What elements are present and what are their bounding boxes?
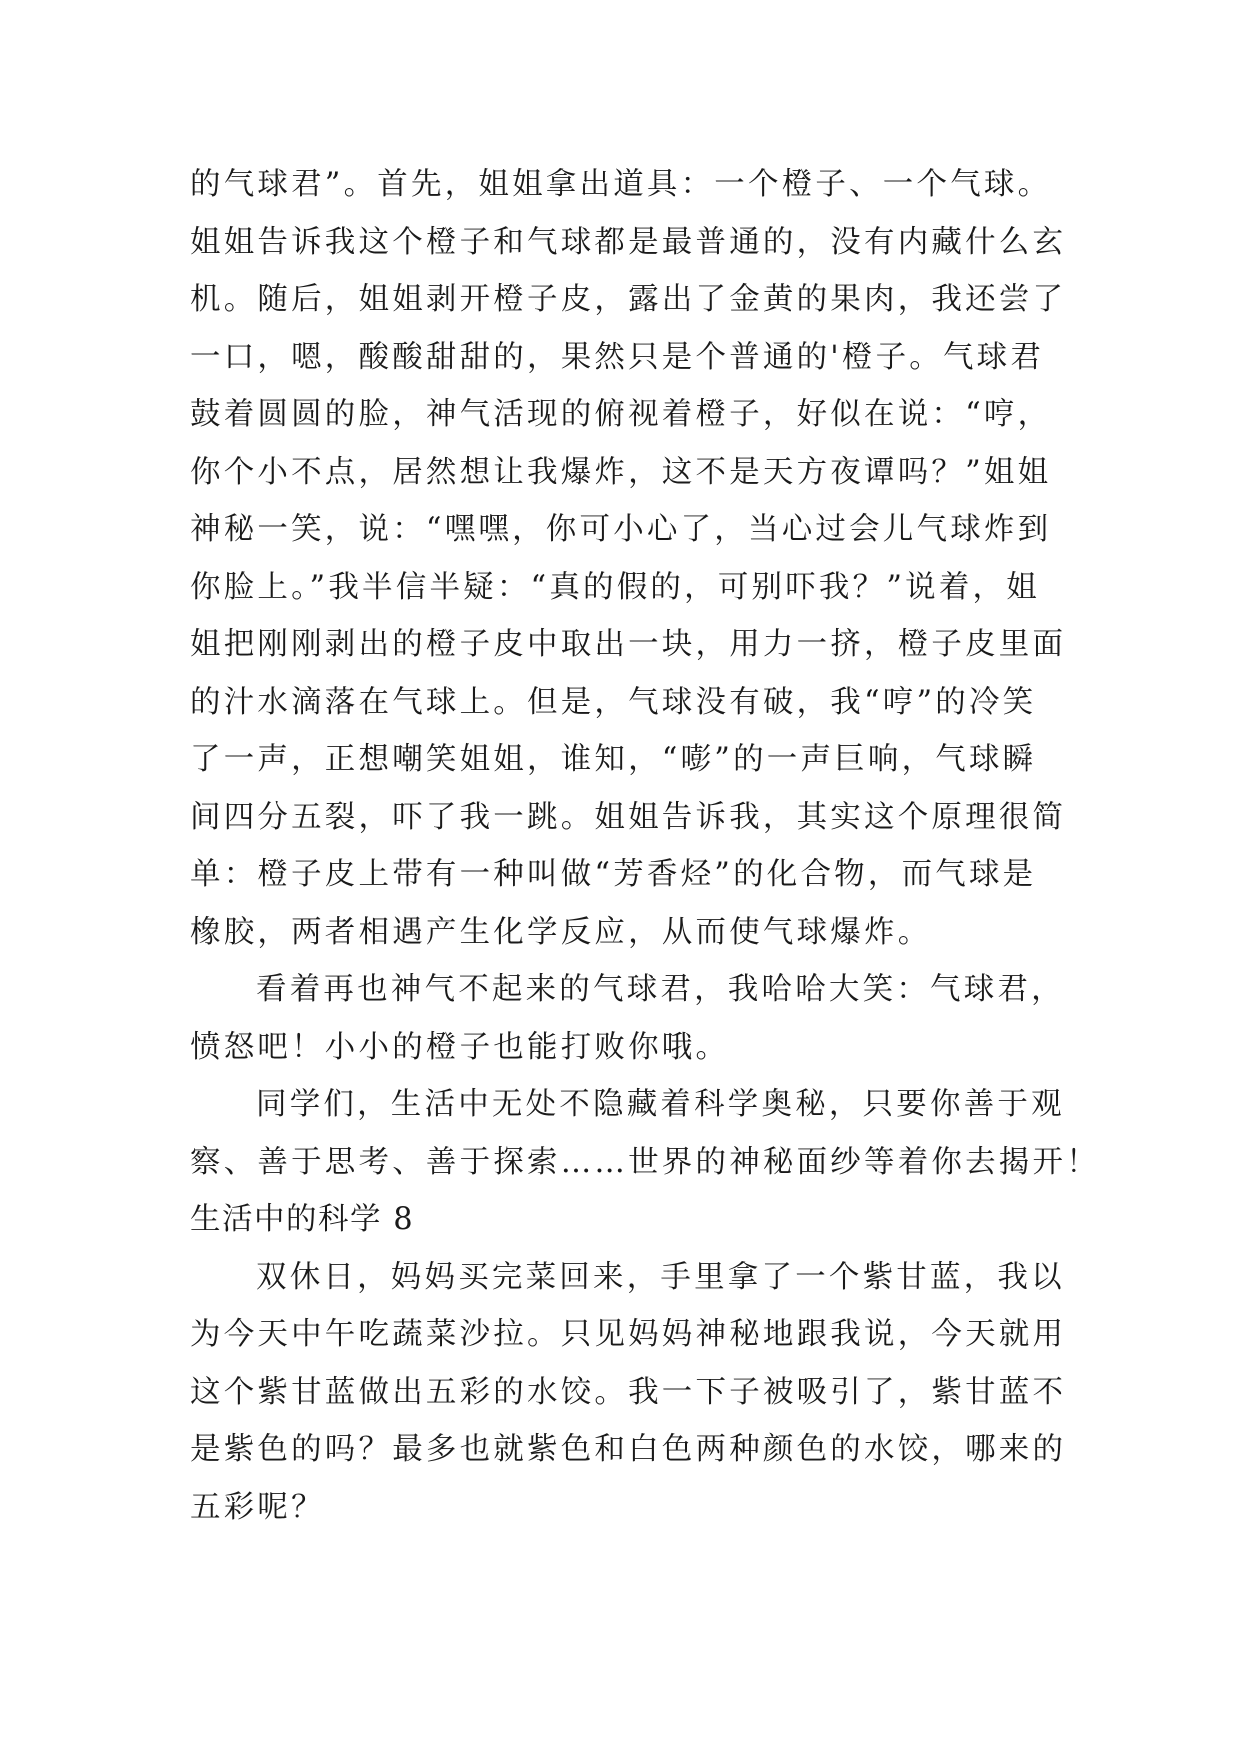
body-text: [190, 156, 1100, 1536]
section-heading: 生活中的科学 8: [190, 1202, 415, 1237]
paragraph-start-line: 同学们，生活中无处不隐藏着科学奥秘，只要你善于观: [256, 1087, 1065, 1122]
text-line: 一口，嗯，酸酸甜甜的，果然只是个普通的'橙子。气球君: [190, 339, 1045, 375]
text-line: 鼓着圆圆的脸，神气活现的俯视着橙子，好似在说：“哼，: [190, 397, 1052, 432]
text-line: 姐姐告诉我这个橙子和气球都是最普通的，没有内藏什么玄: [190, 224, 1067, 260]
text-line: 愤怒吧！小小的橙子也能打败你哦。: [190, 1029, 730, 1065]
text-line: 这个紫甘蓝做出五彩的水饺。我一下子被吸引了，紫甘蓝不: [190, 1374, 1067, 1410]
text-line: 你脸上。”我半信半疑：“真的假的，可别吓我？”说着，姐: [190, 569, 1040, 605]
text-line: 间四分五裂，吓了我一跳。姐姐告诉我，其实这个原理很简: [190, 799, 1067, 835]
text-line: 你个小不点，居然想让我爆炸，这不是天方夜谭吗？”姐姐: [190, 454, 1052, 490]
text-line: 了一声，正想嘲笑姐姐，谁知，“嘭”的一声巨响，气球瞬: [190, 742, 1037, 777]
paragraph-start-line: 看着再也神气不起来的气球君，我哈哈大笑：气球君，: [256, 972, 1065, 1007]
text-line: 为今天中午吃蔬菜沙拉。只见妈妈神秘地跟我说，今天就用: [190, 1317, 1067, 1352]
text-line: 察、善于思考、善于探索……世界的神秘面纱等着你去揭开！: [190, 1144, 1100, 1180]
text-line: 橡胶，两者相遇产生化学反应，从而使气球爆炸。: [190, 914, 932, 950]
text-line: 五彩呢？: [190, 1489, 325, 1525]
paragraph-start-line: 双休日，妈妈买完菜回来，手里拿了一个紫甘蓝，我以: [256, 1259, 1065, 1295]
text-line: 是紫色的吗？最多也就紫色和白色两种颜色的水饺，哪来的: [190, 1432, 1067, 1467]
text-line: 单：橙子皮上带有一种叫做“芳香烃”的化合物，而气球是: [190, 857, 1037, 892]
text-line: 机。随后，姐姐剥开橙子皮，露出了金黄的果肉，我还尝了: [190, 282, 1067, 317]
text-line: 的汁水滴落在气球上。但是，气球没有破，我“哼”的冷笑: [190, 684, 1037, 720]
text-line: 神秘一笑，说：“嘿嘿，你可小心了，当心过会儿气球炸到: [190, 512, 1052, 547]
text-line: 姐把刚刚剥出的橙子皮中取出一块，用力一挤，橙子皮里面: [190, 627, 1067, 662]
text-line: 的气球君”。首先，姐姐拿出道具：一个橙子、一个气球。: [190, 167, 1052, 202]
